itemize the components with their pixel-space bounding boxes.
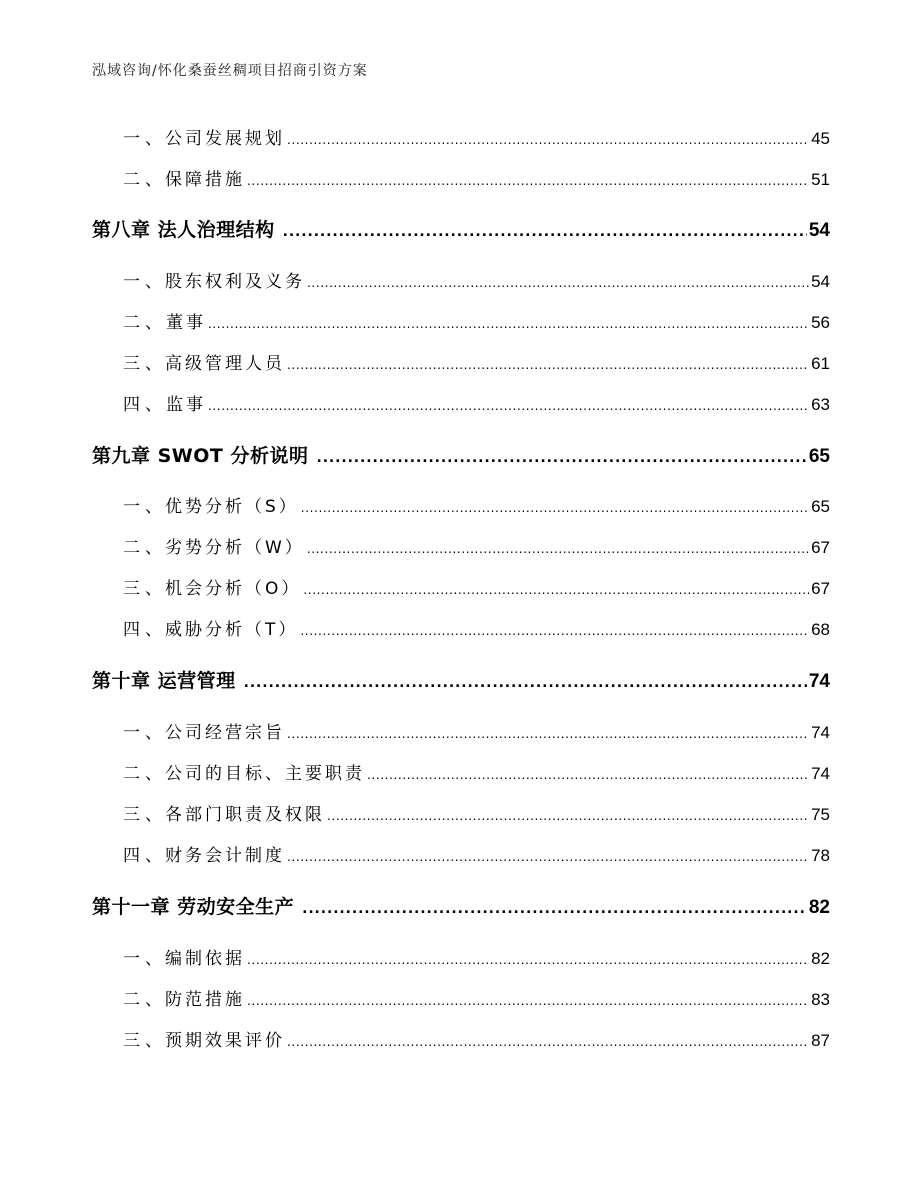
- toc-entry-number: 一: [123, 129, 143, 149]
- toc-entry-separator: 、: [145, 129, 165, 149]
- toc-chapter-page: 82: [808, 897, 830, 918]
- toc-entry-page: 51: [811, 170, 830, 189]
- toc-entry-page: 68: [811, 620, 830, 639]
- toc-entry[interactable]: [92, 841, 830, 866]
- toc-entry-title: 董事: [165, 313, 206, 333]
- toc-leader-dots: [316, 445, 806, 467]
- toc-leader-dots: [307, 538, 809, 558]
- toc-entry[interactable]: [92, 124, 830, 149]
- toc-leader-dots: [300, 620, 809, 640]
- toc-chapter-page: 74: [808, 671, 830, 692]
- toc-leader-dots: [283, 219, 807, 241]
- toc-entry-number: 二: [123, 990, 143, 1010]
- page-header: 泓域咨询/怀化桑蚕丝稠项目招商引资方案: [92, 63, 368, 79]
- toc-entry-number: 二: [123, 764, 143, 784]
- toc-entry-separator: 、: [145, 805, 165, 825]
- toc-chapter-entry[interactable]: [92, 666, 830, 693]
- toc-entry-title: 监事: [165, 395, 206, 415]
- toc-leader-dots: [367, 764, 809, 784]
- toc-entry-number: 二: [123, 313, 143, 333]
- toc-entry-page: 74: [811, 723, 830, 742]
- toc-entry-title: 优势分析（S）: [165, 497, 299, 517]
- toc-entry[interactable]: [92, 985, 830, 1010]
- toc-entry[interactable]: [92, 390, 830, 415]
- toc-leader-dots: [247, 990, 809, 1010]
- toc-entry-title: 高级管理人员: [165, 354, 285, 374]
- toc-entry-title: 劣势分析（W）: [165, 538, 305, 558]
- toc-chapter-entry[interactable]: [92, 215, 830, 242]
- toc-entry-number: 四: [123, 395, 143, 415]
- toc-entry-number: 四: [123, 620, 143, 640]
- toc-entry-title: 各部门职责及权限: [165, 805, 325, 825]
- toc-entry-separator: 、: [145, 990, 165, 1010]
- toc-entry[interactable]: [92, 944, 830, 969]
- toc-entry-separator: 、: [145, 764, 165, 784]
- toc-leader-dots: [287, 723, 809, 743]
- toc-leader-dots: [247, 170, 809, 190]
- toc-entry-number: 三: [123, 579, 143, 599]
- toc-entry-number: 四: [123, 846, 143, 866]
- toc-entry[interactable]: [92, 308, 830, 333]
- toc-entry-separator: 、: [145, 497, 165, 517]
- toc-entry-title: 公司发展规划: [165, 129, 285, 149]
- toc-entry[interactable]: [92, 718, 830, 743]
- toc-entry-separator: 、: [145, 395, 165, 415]
- toc-entry[interactable]: [92, 165, 830, 190]
- toc-entry-page: 45: [811, 129, 830, 148]
- toc-entry-number: 二: [123, 170, 143, 190]
- toc-entry-page: 61: [811, 354, 830, 373]
- toc-chapter-entry[interactable]: [92, 441, 830, 468]
- toc-entry-number: 一: [123, 949, 143, 969]
- toc-entry-title: 公司的目标、主要职责: [165, 764, 365, 784]
- toc-entry[interactable]: [92, 349, 830, 374]
- toc-entry-number: 一: [123, 723, 143, 743]
- toc-entry-page: 87: [811, 1031, 830, 1050]
- toc-entry-separator: 、: [145, 313, 165, 333]
- toc-chapter-page: 54: [808, 220, 830, 241]
- toc-entry-separator: 、: [145, 723, 165, 743]
- toc-entry-title: 预期效果评价: [165, 1031, 285, 1051]
- toc-leader-dots: [327, 805, 809, 825]
- toc-leader-dots: [244, 670, 807, 692]
- toc-leader-dots: [307, 272, 809, 292]
- toc-entry-page: 63: [811, 395, 830, 414]
- toc-entry-page: 82: [811, 949, 830, 968]
- toc-entry-number: 三: [123, 354, 143, 374]
- toc-entry-title: 股东权利及义务: [165, 272, 305, 292]
- toc-leader-dots: [287, 129, 809, 149]
- toc-entry-title: 编制依据: [165, 949, 245, 969]
- toc-entry-title: 公司经营宗旨: [165, 723, 285, 743]
- toc-entry-title: 防范措施: [165, 990, 245, 1010]
- toc-leader-dots: [287, 354, 809, 374]
- toc-entry[interactable]: [92, 574, 830, 599]
- toc-entry-number: 一: [123, 272, 143, 292]
- toc-entry-number: 一: [123, 497, 143, 517]
- toc-entry-separator: 、: [145, 538, 165, 558]
- toc-entry[interactable]: [92, 800, 830, 825]
- toc-entry-page: 56: [811, 313, 830, 332]
- toc-entry-page: 83: [811, 990, 830, 1009]
- toc-entry-number: 三: [123, 805, 143, 825]
- toc-entry-title: 机会分析（O）: [165, 579, 302, 599]
- toc-entry-separator: 、: [145, 620, 165, 640]
- toc-leader-dots: [287, 846, 809, 866]
- toc-entry-separator: 、: [145, 949, 165, 969]
- toc-leader-dots: [302, 896, 807, 918]
- toc-leader-dots: [301, 497, 809, 517]
- toc-entry-page: 74: [811, 764, 830, 783]
- toc-entry-page: 78: [811, 846, 830, 865]
- toc-entry-separator: 、: [145, 354, 165, 374]
- toc-leader-dots: [303, 579, 809, 599]
- toc-entry-page: 65: [811, 497, 830, 516]
- toc-entry-title: 保障措施: [165, 170, 245, 190]
- toc-chapter-title: 第八章 法人治理结构: [92, 219, 275, 241]
- toc-entry-page: 67: [811, 538, 830, 557]
- toc-entry-page: 67: [811, 579, 830, 598]
- toc-entry[interactable]: [92, 759, 830, 784]
- toc-entry-separator: 、: [145, 579, 165, 599]
- toc-entry-separator: 、: [145, 170, 165, 190]
- toc-entry-separator: 、: [145, 1031, 165, 1051]
- toc-chapter-page: 65: [808, 446, 830, 467]
- toc-entry[interactable]: [92, 615, 830, 640]
- toc-leader-dots: [287, 1031, 809, 1051]
- toc-entry[interactable]: [92, 1026, 830, 1051]
- toc-entry-separator: 、: [145, 272, 165, 292]
- toc-entry[interactable]: [92, 492, 830, 517]
- toc-entry[interactable]: [92, 533, 830, 558]
- toc-chapter-title: 第十章 运营管理: [92, 670, 236, 692]
- toc-leader-dots: [247, 949, 809, 969]
- toc-entry-separator: 、: [145, 846, 165, 866]
- toc-entry-title: 财务会计制度: [165, 846, 285, 866]
- toc-leader-dots: [208, 395, 809, 415]
- toc-entry-title: 威胁分析（T）: [165, 620, 299, 640]
- toc-entry-number: 二: [123, 538, 143, 558]
- toc-chapter-entry[interactable]: [92, 892, 830, 919]
- toc-leader-dots: [208, 313, 809, 333]
- toc-entry[interactable]: [92, 267, 830, 292]
- toc-entry-page: 75: [811, 805, 830, 824]
- toc-entry-number: 三: [123, 1031, 143, 1051]
- toc-chapter-title: 第九章 SWOT 分析说明: [92, 445, 309, 467]
- toc-entry-page: 54: [811, 272, 830, 291]
- toc-chapter-title: 第十一章 劳动安全生产: [92, 896, 295, 918]
